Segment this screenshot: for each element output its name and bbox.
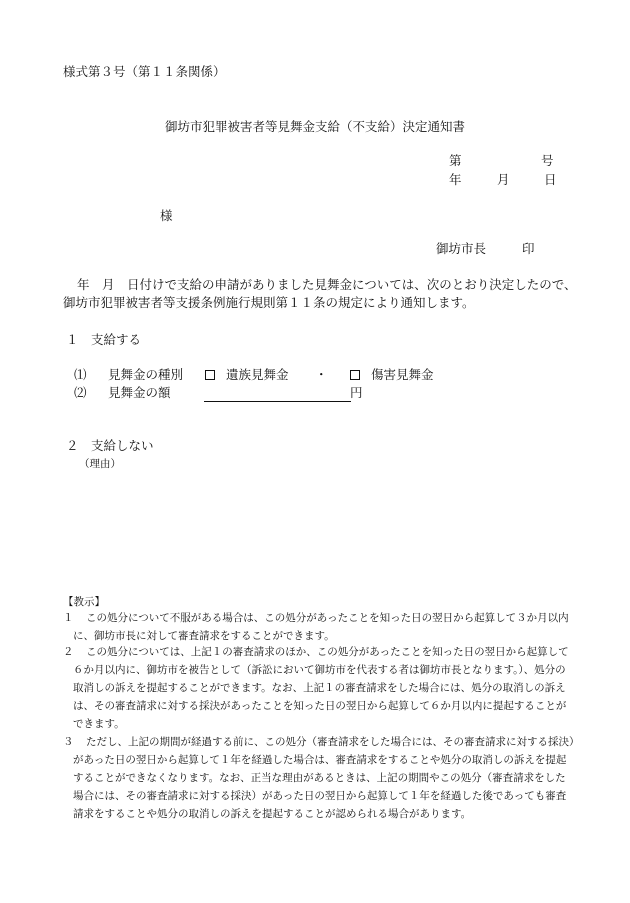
doc-number-suffix: 号 (541, 153, 554, 168)
injury-checkbox[interactable] (350, 370, 360, 380)
notice-item-line: 場合には、その審査請求に対する採決）があった日の翌日から起算して１年を経過した後であっても審査 (73, 790, 567, 802)
document-title: 御坊市犯罪被害者等見舞金支給（不支給）決定通知書 (165, 119, 466, 134)
notice-item-number: ３ (63, 736, 74, 748)
item-1-number: ⑴ (74, 367, 87, 382)
item-1-label: 見舞金の種別 (108, 367, 184, 382)
section-2-heading: ２ 支給しない (66, 438, 154, 453)
notice-item-number: ２ (63, 646, 74, 658)
item-2-number: ⑵ (74, 385, 87, 400)
item-2-label: 見舞金の額 (108, 385, 171, 400)
option-separator: ・ (315, 367, 328, 382)
notice-item-line: この処分について不服がある場合は、この処分があったことを知った日の翌日から起算して３か月以内 (86, 612, 569, 624)
notice-item-line: 請求をすることや処分の取消しの訴えを提起することが認められる場合があります。 (73, 808, 472, 820)
doc-number-prefix: 第 (449, 153, 462, 168)
option-survivor-label: 遺族見舞金 (226, 367, 289, 382)
option-injury-label: 傷害見舞金 (371, 367, 434, 382)
survivor-checkbox[interactable] (205, 370, 215, 380)
notice-heading: 【教示】 (63, 596, 105, 608)
notice-item-line: は、その審査請求に対する採決があったことを知った日の翌日から起算して６か月以内に提起することが (73, 700, 567, 712)
currency-label: 円 (350, 385, 363, 400)
reason-label: （理由） (79, 458, 121, 470)
notice-item-line: に、御坊市長に対して審査請求をすることができます。 (73, 630, 335, 642)
notice-item-line: ６か月以内に、御坊市を被告として（訴訟において御坊市を代表する者は御坊市長となります。）、処分の (73, 664, 566, 676)
section-1-heading: １ 支給する (66, 332, 142, 347)
date-month: 月 (497, 172, 510, 187)
issuer-name: 御坊市長 (436, 241, 487, 256)
notice-item-line: 取消しの訴えを提起することができます。なお、上記１の審査請求をした場合には、処分の取消しの訴え (73, 682, 566, 694)
body-line-2: 御坊市犯罪被害者等支援条例施行規則第１１条の規定により通知します。 (63, 295, 475, 310)
amount-field-line[interactable] (204, 401, 351, 402)
notice-item-line: することができなくなります。なお、正当な理由があるときは、上記の期間やこの処分（審査請求をした (73, 772, 566, 784)
notice-item-line: この処分については、上記１の審査請求のほか、この処分があったことを知った日の翌日から起算して (86, 646, 569, 658)
addressee-suffix: 様 (160, 208, 173, 223)
body-line-1: 年 月 日付けで支給の申請がありました見舞金については、次のとおり決定したので、 (77, 277, 577, 292)
issuer-seal: 印 (522, 241, 535, 256)
notice-item-line: があった日の翌日から起算して１年を経過した場合は、審査請求をすることや処分の取消しの訴えを提起 (73, 754, 567, 766)
notice-item-number: １ (63, 612, 74, 624)
form-number: 様式第３号（第１１条関係） (63, 64, 226, 79)
notice-item-line: ただし、上記の期間が経過する前に、この処分（審査請求をした場合には、その審査請求に対する採決） (86, 736, 580, 748)
date-year: 年 (449, 172, 462, 187)
date-day: 日 (544, 172, 557, 187)
notice-item-line: できます。 (73, 718, 125, 730)
